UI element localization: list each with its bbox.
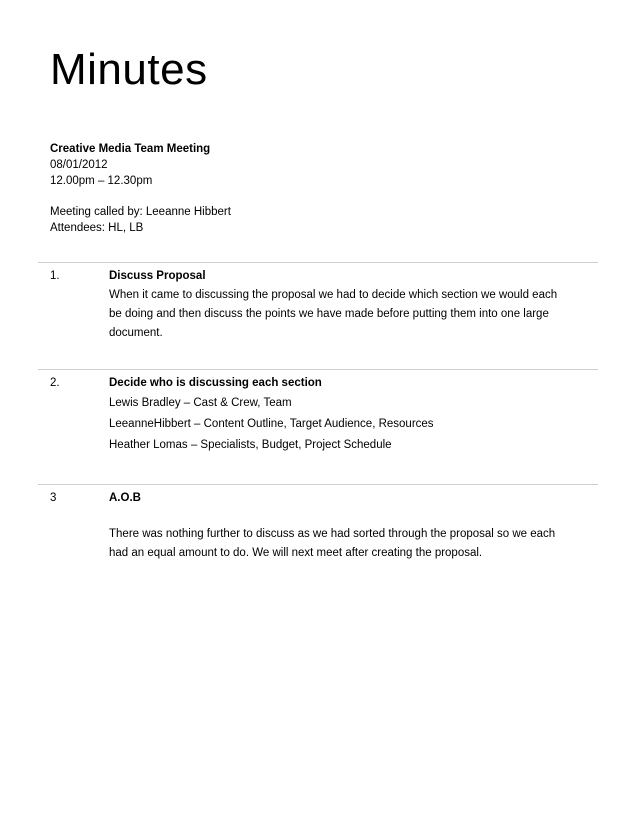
page-title: Minutes [50, 45, 208, 94]
meeting-details [50, 141, 231, 236]
agenda-item-text: When it came to discussing the proposal we had to decide which section we would each [109, 289, 558, 301]
agenda-item-heading: Decide who is discussing each section [109, 377, 322, 389]
agenda-item-number: 3 [50, 492, 57, 504]
agenda-item-heading: A.O.B [109, 492, 141, 504]
agenda-item-text: LeeanneHibbert – Content Outline, Target Audience, Resources [109, 418, 434, 430]
agenda-item-body [109, 370, 598, 456]
meeting-name: Creative Media Team Meeting [50, 143, 211, 155]
agenda-items [38, 262, 598, 575]
meeting-attendees: Attendees: HL, LB [50, 222, 144, 234]
agenda-item [38, 484, 598, 575]
agenda-item-text: document. [109, 327, 163, 339]
agenda-item-text: be doing and then discuss the points we have made before putting them into one large [109, 308, 549, 320]
agenda-item-text: Lewis Bradley – Cast & Crew, Team [109, 397, 292, 409]
agenda-item [38, 369, 598, 484]
agenda-item-number: 2. [50, 377, 60, 389]
agenda-item-heading: Discuss Proposal [109, 270, 206, 282]
agenda-item [38, 262, 598, 369]
agenda-item-body [109, 263, 598, 343]
meeting-called-by: Meeting called by: Leeanne Hibbert [50, 206, 231, 218]
agenda-item-text: had an equal amount to do. We will next meet after creating the proposal. [109, 547, 483, 559]
meeting-date: 08/01/2012 [50, 159, 108, 171]
spacer [50, 189, 231, 204]
spacer [109, 508, 598, 525]
agenda-item-text: Heather Lomas – Specialists, Budget, Project Schedule [109, 439, 392, 451]
meeting-time: 12.00pm – 12.30pm [50, 175, 153, 187]
agenda-item-body [109, 485, 598, 563]
agenda-item-text: There was nothing further to discuss as we had sorted through the proposal so we each [109, 528, 556, 540]
agenda-item-number: 1. [50, 270, 60, 282]
